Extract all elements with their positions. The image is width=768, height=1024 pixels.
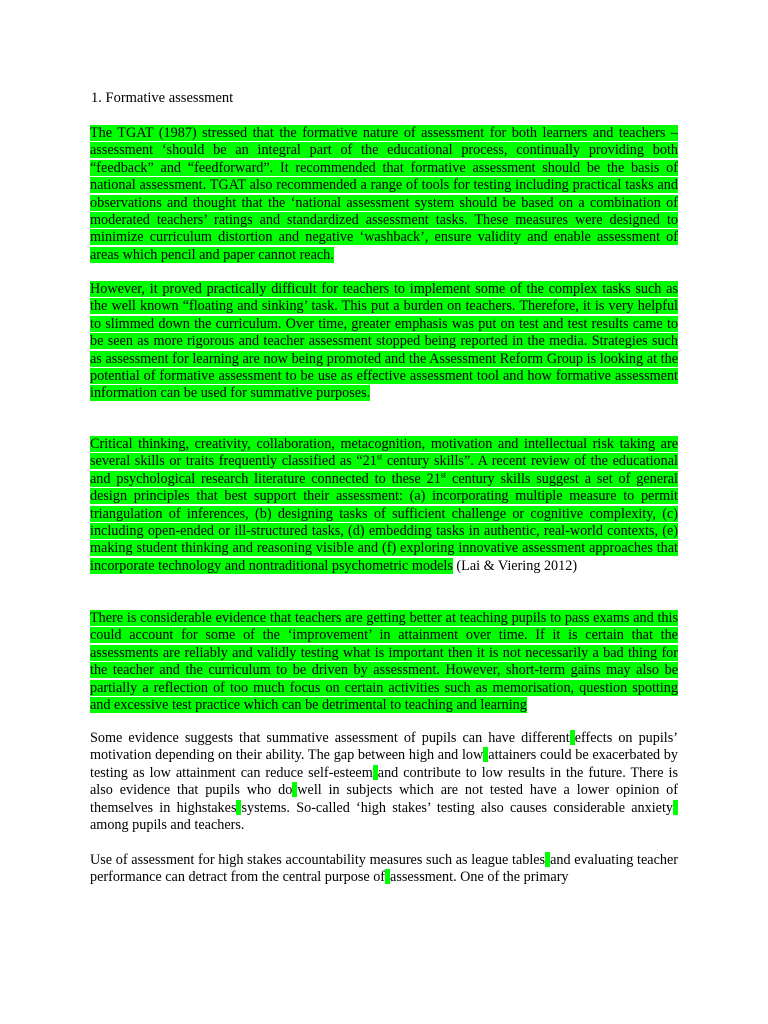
paragraph-summative-effects: Some evidence suggests that summative assessment of pupils can have different effects on pupils’ motivation depending on their ability. The gap between high and low attainers could be exacerbated by testing as low attainment can reduce self-esteem and contribute to low results in the future. There is also evidence that pupils who do well in subjects which are not tested have a lower opinion of themselves in highstakes systems. So-called ‘high stakes’ testing also causes considerable anxietyamong pupils and teachers.: [90, 730, 678, 834]
highlighted-text: The TGAT (1987) stressed that the formative nature of assessment for both learners and teachers – assessment ‘should be an integral part of the educational process, continually providing both “feedback” and “feedforward”. It recommended that formative assessment should be the basis of national assessment. TGAT also recommended a range of tools for testing including practical tasks and observations and thought that the ‘national assessment system should be based on a combination of moderated teachers’ ratings and standardized assessment tasks. These measures were designed to minimize curriculum distortion and negative ‘washback’, ensure validity and enable assessment of areas which pencil and paper cannot reach.: [90, 125, 678, 263]
highlight-mark: [673, 800, 678, 815]
section-heading: 1. Formative assessment: [91, 90, 234, 106]
highlighted-text: However, it proved practically difficult for teachers to implement some of the complex tasks such as the well known “floating and sinking’ task. This put a burden on teachers. Therefore, it is very helpful to slimmed down the curriculum. Over time, greater emphasis was put on test and test results came to be seen as more rigorous and teacher assessment stopped being reported in the media. Strategies such as assessment for learning are now being promoted and the Assessment Reform Group is looking at the potential of formative assessment to be use as effective assessment tool and how formative assessment information can be used for summative purposes.: [90, 281, 678, 402]
paragraph-high-stakes: Use of assessment for high stakes accountability measures such as league tables and evaluating teacher performance can detract from the central purpose of assessment. One of the primary: [90, 852, 678, 886]
citation: (Lai & Viering 2012): [452, 557, 578, 574]
paragraph-21st-century-skills: [90, 436, 678, 575]
paragraph-evidence-teaching: [90, 610, 678, 714]
superscript: st: [440, 470, 447, 480]
highlighted-text: Critical thinking, creativity, collaboration, metacognition, motivation and intellectual risk taking are several skills or traits frequently classified as “21st century skills”. A recent review of the educational and psychological research literature connected to these 21st century skills suggest a set of general design principles that best support their assessment: (a) incorporating multiple measure to permit triangulation of inferences, (b) designing tasks of sufficient challenge or cognitive complexity, (c) including open-ended or ill-structured tasks, (d) embedding tasks in authentic, real-world contexts, (e) making student thinking and reasoning visible and (f) exploring innovative assessment approaches that incorporate technology and nontraditional psychometric models: [90, 436, 678, 574]
superscript: st: [376, 452, 383, 462]
highlighted-text: There is considerable evidence that teachers are getting better at teaching pupils to pass exams and this could account for some of the ‘improvement’ in attainment over time. If it is certain that the assessments are reliably and validly testing what is important then it is not necessarily a bad thing for the teacher and the curriculum to be driven by assessment. However, short-term gains may also be partially a reflection of too much focus on certain activities such as memorisation, question spotting and excessive test practice which can be detrimental to teaching and learning: [90, 610, 678, 714]
paragraph-tgat: [90, 125, 678, 264]
paragraph-practical-difficulty: [90, 281, 678, 403]
